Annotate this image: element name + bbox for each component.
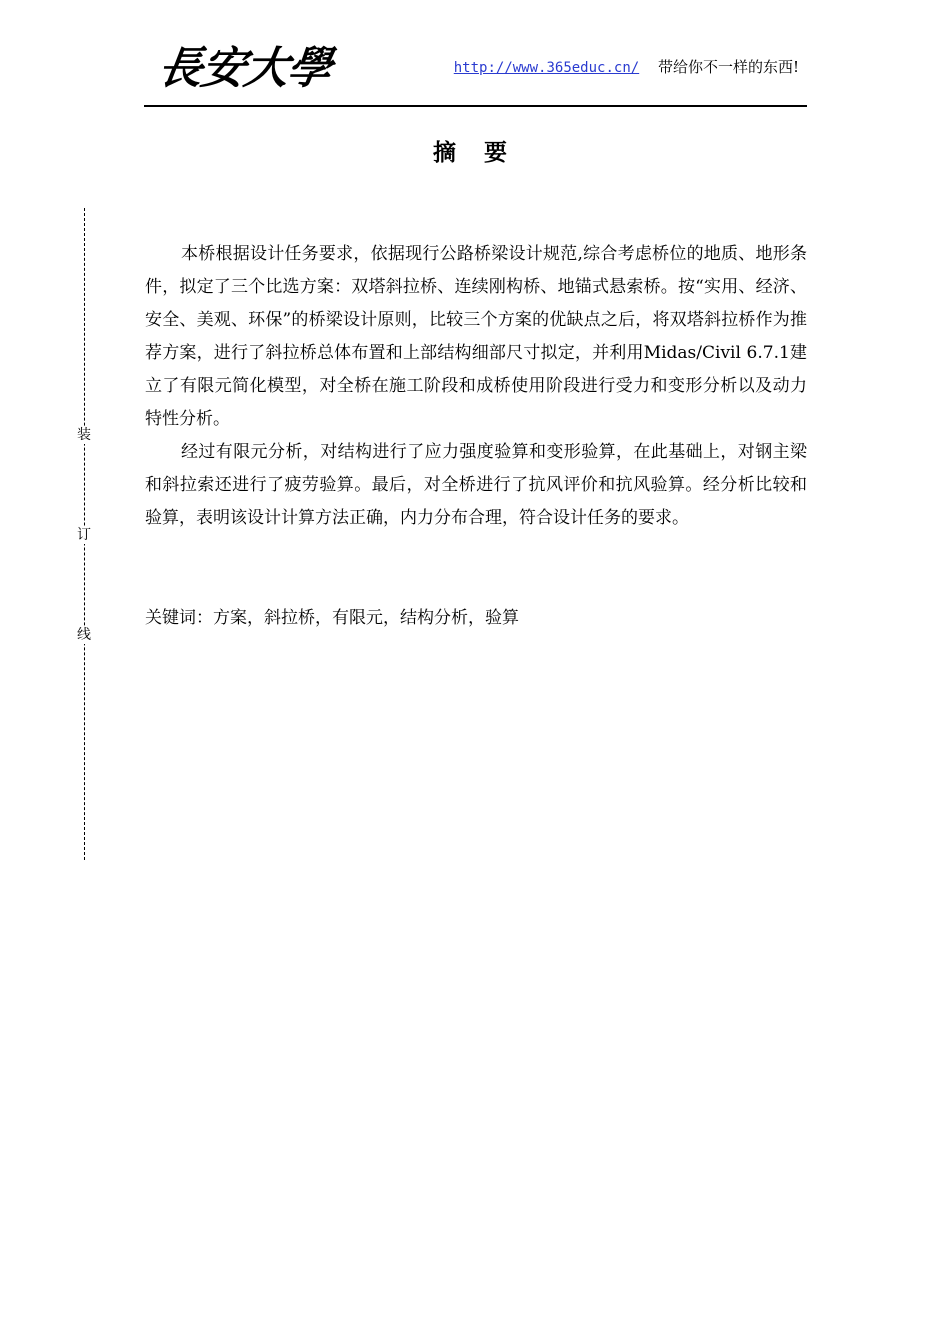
abstract-paragraph-1: 本桥根据设计任务要求，依据现行公路桥梁设计规范,综合考虑桥位的地质、地形条件，拟定了三个比选方案：双塔斜拉桥、连续刚构桥、地锚式悬索桥。按“实用、经济、安全、美观、环保”的桥梁设计原则，比较三个方案的优缺点之后，将双塔斜拉桥作为推荐方案，进行了斜拉桥总体布置和上部结构细部尺寸拟定，并利用Midas/Civil 6.7.1建立了有限元简化模型，对全桥在施工阶段和成桥使用阶段进行受力和变形分析以及动力特性分析。 xyxy=(145,244,807,429)
keywords-line xyxy=(145,602,519,635)
header-slogan: 带给你不一样的东西! xyxy=(657,58,799,76)
keywords-text: 方案，斜拉桥，有限元，结构分析，验算 xyxy=(213,608,519,628)
binding-char-ding: 订 xyxy=(77,527,91,543)
page-header xyxy=(145,30,807,102)
binding-char-zhuang: 装 xyxy=(77,427,91,443)
header-link[interactable]: http://www.365educ.cn/ xyxy=(453,60,640,76)
binding-char-xian: 线 xyxy=(77,627,91,643)
header-right xyxy=(454,56,799,77)
keywords-label: 关键词： xyxy=(145,608,213,628)
abstract-body xyxy=(145,238,807,535)
university-logo: 長安大學 xyxy=(154,43,334,94)
page-title: 摘 要 xyxy=(432,139,517,166)
header-divider xyxy=(144,105,807,107)
abstract-paragraph-2: 经过有限元分析，对结构进行了应力强度验算和变形验算，在此基础上，对钢主梁和斜拉索还进行了疲劳验算。最后，对全桥进行了抗风评价和抗风验算。经分析比较和验算，表明该设计计算方法正确，内力分布合理，符合设计任务的要求。 xyxy=(145,442,807,528)
